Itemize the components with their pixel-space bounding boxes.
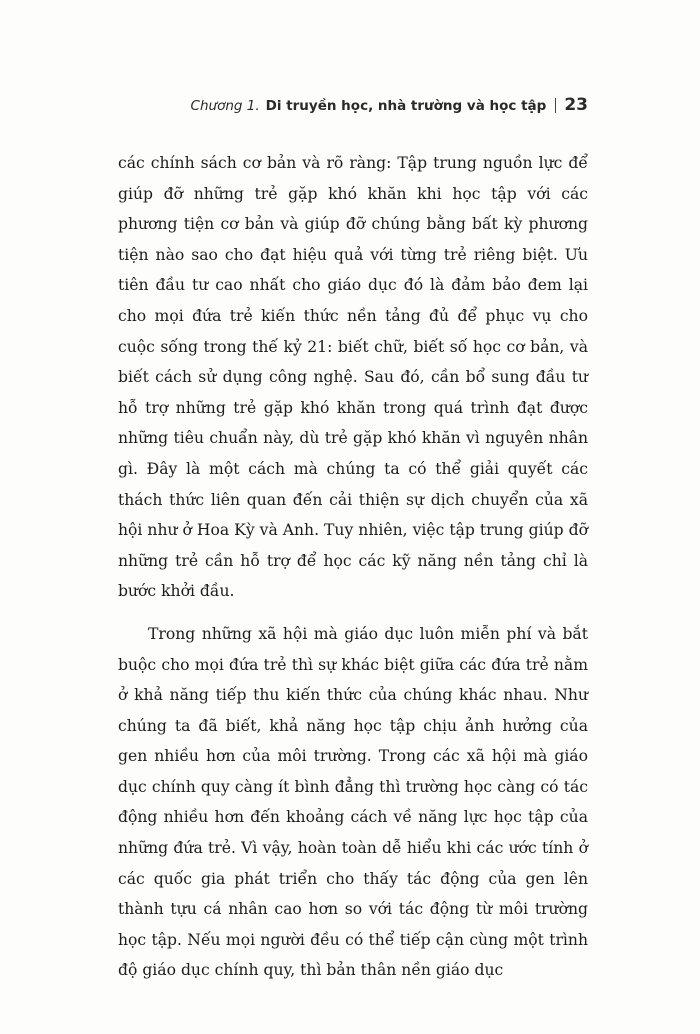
page-number: 23 — [564, 95, 588, 115]
paragraph: Trong những xã hội mà giáo dục luôn miễn phí và bắt buộc cho mọi đứa trẻ thì sự khác biệt giữa các đứa trẻ nằm ở khả năng tiếp thu kiến thức của chúng khác nhau. Như chúng ta đã biết, khả năng học tập chịu ảnh hưởng của gen nhiều hơn của môi trường. Trong các xã hội mà giáo dục chính quy càng ít bình đẳng thì trường học càng có tác động nhiều hơn đến khoảng cách về năng lực học tập của những đứa trẻ. Vì vậy, hoàn toàn dễ hiểu khi các ước tính ở các quốc gia phát triển cho thấy tác động của gen lên thành tựu cá nhân cao hơn so với tác động từ môi trường học tập. Nếu mọi người đều có thể tiếp cận cùng một trình độ giáo dục chính quy, thì bản thân nền giáo dục — [118, 624, 588, 980]
paragraph-continued: các chính sách cơ bản và rõ ràng: Tập trung nguồn lực để giúp đỡ những trẻ gặp khó khăn khi học tập với các phương tiện cơ bản và giúp đỡ chúng bằng bất kỳ phương tiện nào sao cho đạt hiệu quả với từng trẻ riêng biệt. Ưu tiên đầu tư cao nhất cho giáo dục đó là đảm bảo đem lại cho mọi đứa trẻ kiến thức nền tảng đủ để phục vụ cho cuộc sống trong thế kỷ 21: biết chữ, biết số học cơ bản, và biết cách sử dụng công nghệ. Sau đó, cần bổ sung đầu tư hỗ trợ những trẻ gặp khó khăn trong quá trình đạt được những tiêu chuẩn này, dù trẻ gặp khó khăn vì nguyên nhân gì. Đây là một cách mà chúng ta có thể giải quyết các thách thức liên quan đến cải thiện sự dịch chuyển của xã hội như ở Hoa Kỳ và Anh. Tuy nhiên, việc tập trung giúp đỡ những trẻ cần hỗ trợ để học các kỹ năng nền tảng chỉ là bước khởi đầu. — [118, 154, 588, 601]
running-header — [191, 95, 588, 115]
body-text — [118, 148, 588, 986]
chapter-label: Chương 1. — [190, 98, 260, 114]
header-divider — [555, 98, 556, 113]
chapter-title: Di truyền học, nhà trường và học tập — [265, 98, 547, 114]
